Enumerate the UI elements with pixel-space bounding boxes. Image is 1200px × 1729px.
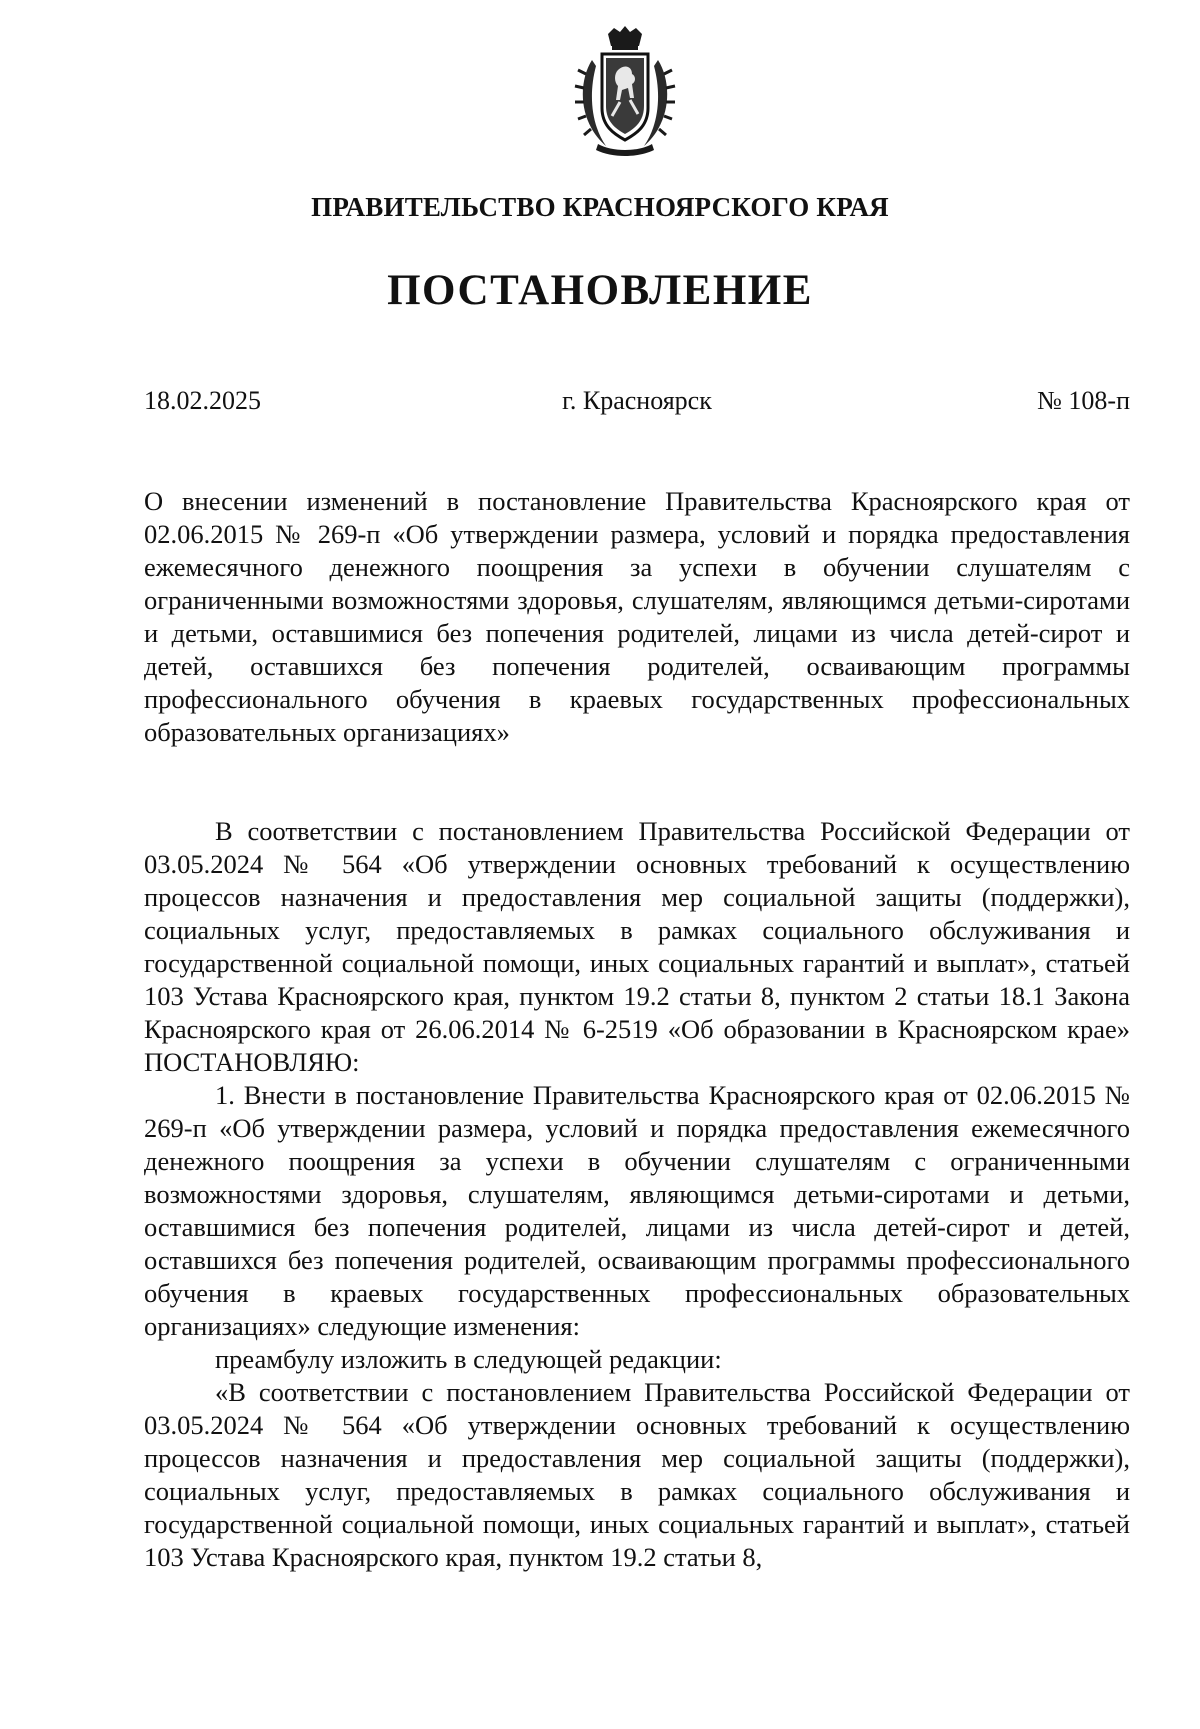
document-type-title: ПОСТАНОВЛЕНИЕ (387, 267, 813, 314)
body-paragraph-preamble-instruction: преамбулу изложить в следующей редакции: (215, 1344, 722, 1374)
body-paragraph-new-preamble: «В соответствии с постановлением Правительства Российской Федерации от 03.05.2024 № 564 «Об утверждении основных требований к осуществлению процессов назначения и предоставления мер социальной защиты (поддержки), социальных услуг, предоставляемых в рамках социального обслуживания и государственной социальной помощи, иных социальных гарантий и выплат», статьей 103 Устава Красноярского края, пунктом 19.2 статьи 8, (144, 1377, 1130, 1572)
document-body (144, 815, 1130, 1574)
government-title: ПРАВИТЕЛЬСТВО КРАСНОЯРСКОГО КРАЯ (311, 192, 889, 222)
subject-text: О внесении изменений в постановление Правительства Красноярского края от 02.06.2015 № 269-п «Об утверждении размера, условий и порядка предоставления ежемесячного денежного поощрения за успехи в обучении слушателям с ограниченными возможностями здоровья, слушателям, являющимся детьми-сиротами и детьми, оставшимися без попечения родителей, лицами из числа детей-сирот и детей, оставшихся без попечения родителей, осваивающим программы профессионального обучения в краевых государственных профессиональных образовательных организациях» (144, 486, 1130, 747)
body-paragraph-preamble: В соответствии с постановлением Правительства Российской Федерации от 03.05.2024 № 564 «Об утверждении основных требований к осуществлению процессов назначения и предоставления мер социальной защиты (поддержки), социальных услуг, предоставляемых в рамках социального обслуживания и государственной социальной помощи, иных социальных гарантий и выплат», статьей 103 Устава Красноярского края, пунктом 19.2 статьи 8, пунктом 2 статьи 18.1 Закона Красноярского края от 26.06.2014 № 6-2519 «Об образовании в Красноярском крае» ПОСТАНОВЛЯЮ: (144, 816, 1130, 1077)
document-meta-row (144, 386, 1130, 420)
document-date: 18.02.2025 (144, 386, 261, 415)
document-number: № 108-п (1037, 386, 1130, 415)
body-paragraph-item-1: 1. Внести в постановление Правительства Красноярского края от 02.06.2015 № 269-п «Об утверждении размера, условий и порядка предоставления ежемесячного денежного поощрения за успехи в обучении слушателям с ограниченными возможностями здоровья, слушателям, являющимся детьми-сиротами и детьми, оставшимися без попечения родителей, лицами из числа детей-сирот и детей, оставшихся без попечения родителей, осваивающим программы профессионального обучения в краевых государственных профессиональных образовательных организациях» следующие изменения: (144, 1080, 1130, 1341)
coat-of-arms-icon (572, 26, 678, 158)
document-city: г. Красноярск (562, 386, 712, 415)
document-subject (144, 485, 1130, 749)
